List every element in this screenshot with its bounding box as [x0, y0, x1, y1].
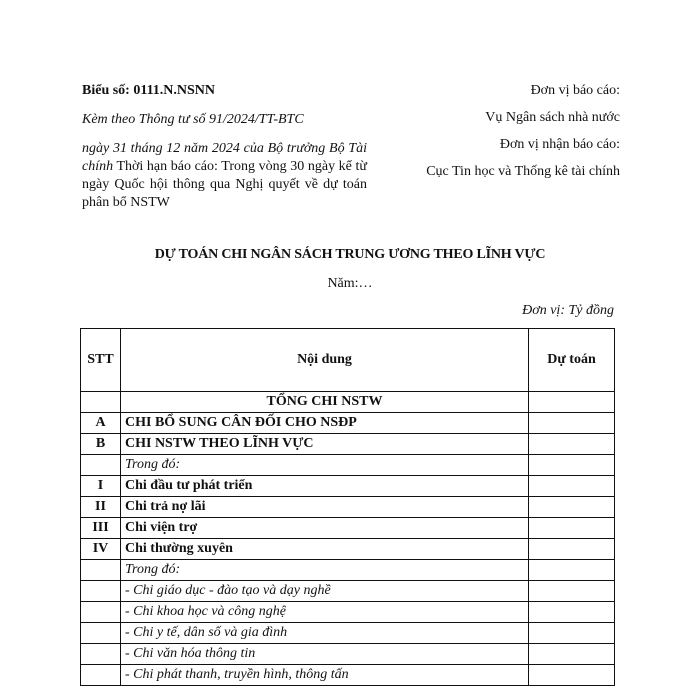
deadline-note: [82, 140, 367, 212]
row-estimate: [529, 644, 615, 665]
reporting-unit-label: Đơn vị báo cáo:: [530, 83, 620, 98]
row-content: Chi viện trợ: [121, 518, 529, 539]
row-content: CHI NSTW THEO LĨNH VỰC: [121, 434, 529, 455]
table-row: [81, 602, 615, 623]
row-content: - Chi giáo dục - đào tạo và dạy nghề: [121, 581, 529, 602]
table-row: [81, 476, 615, 497]
row-stt: [81, 581, 121, 602]
row-stt: [81, 665, 121, 686]
row-stt: [81, 644, 121, 665]
currency-unit: Đơn vị: Tỷ đồng: [522, 303, 614, 318]
row-content: - Chi phát thanh, truyền hình, thông tấn: [121, 665, 529, 686]
reporting-unit: Vụ Ngân sách nhà nước: [485, 110, 620, 125]
table-row: [81, 392, 615, 413]
row-estimate: [529, 497, 615, 518]
row-content: CHI BỔ SUNG CÂN ĐỐI CHO NSĐP: [121, 413, 529, 434]
row-stt: [81, 455, 121, 476]
row-content: TỔNG CHI NSTW: [121, 392, 529, 413]
receiving-unit-label: Đơn vị nhận báo cáo:: [499, 137, 620, 152]
table-row: [81, 518, 615, 539]
header-estimate: Dự toán: [529, 329, 615, 392]
form-code: Biểu số: 0111.N.NSNN: [82, 83, 216, 98]
row-estimate: [529, 476, 615, 497]
report-title: DỰ TOÁN CHI NGÂN SÁCH TRUNG ƯƠNG THEO LĨNH VỰC: [154, 247, 546, 262]
row-estimate: [529, 623, 615, 644]
row-content: - Chi văn hóa thông tin: [121, 644, 529, 665]
table-row: [81, 665, 615, 686]
row-estimate: [529, 602, 615, 623]
table-row: [81, 623, 615, 644]
form-info: [82, 82, 367, 212]
report-year: Năm:…: [327, 276, 373, 291]
row-stt: IV: [81, 539, 121, 560]
table-body: [81, 392, 615, 686]
table-row: [81, 497, 615, 518]
row-stt: [81, 560, 121, 581]
table-row: [81, 581, 615, 602]
row-stt: I: [81, 476, 121, 497]
table-row: [81, 413, 615, 434]
row-stt: II: [81, 497, 121, 518]
table-row: [81, 455, 615, 476]
table-row: [81, 434, 615, 455]
row-content: Chi trả nợ lãi: [121, 497, 529, 518]
unit-info: [370, 82, 620, 190]
table-row: [81, 560, 615, 581]
table-row: [81, 644, 615, 665]
row-estimate: [529, 434, 615, 455]
row-estimate: [529, 539, 615, 560]
budget-table: [80, 328, 615, 686]
row-content: Trong đó:: [121, 455, 529, 476]
row-estimate: [529, 581, 615, 602]
attachment-note: Kèm theo Thông tư số 91/2024/TT-BTC: [82, 112, 304, 127]
row-content: Trong đó:: [121, 560, 529, 581]
issue-date: ngày 31 tháng 12 năm 2024 của Bộ trưởng Bộ Tài chính: [82, 141, 367, 174]
row-stt: [81, 623, 121, 644]
row-stt: III: [81, 518, 121, 539]
table-header-row: [81, 329, 615, 392]
table-row: [81, 539, 615, 560]
row-content: - Chi khoa học và công nghệ: [121, 602, 529, 623]
row-stt: [81, 602, 121, 623]
row-content: Chi đầu tư phát triển: [121, 476, 529, 497]
row-estimate: [529, 560, 615, 581]
row-content: Chi thường xuyên: [121, 539, 529, 560]
row-content: - Chi y tế, dân số và gia đình: [121, 623, 529, 644]
row-estimate: [529, 518, 615, 539]
row-stt: [81, 392, 121, 413]
header-stt: STT: [81, 329, 121, 392]
deadline-text: Thời hạn báo cáo: Trong vòng 30 ngày kể từ ngày Quốc hội thông qua Nghị quyết về dự toán phân bổ NSTW: [82, 159, 367, 210]
row-estimate: [529, 392, 615, 413]
header-content: Nội dung: [121, 329, 529, 392]
row-estimate: [529, 413, 615, 434]
row-estimate: [529, 665, 615, 686]
receiving-unit: Cục Tin học và Thống kê tài chính: [426, 164, 620, 179]
row-stt: B: [81, 434, 121, 455]
row-stt: A: [81, 413, 121, 434]
row-estimate: [529, 455, 615, 476]
